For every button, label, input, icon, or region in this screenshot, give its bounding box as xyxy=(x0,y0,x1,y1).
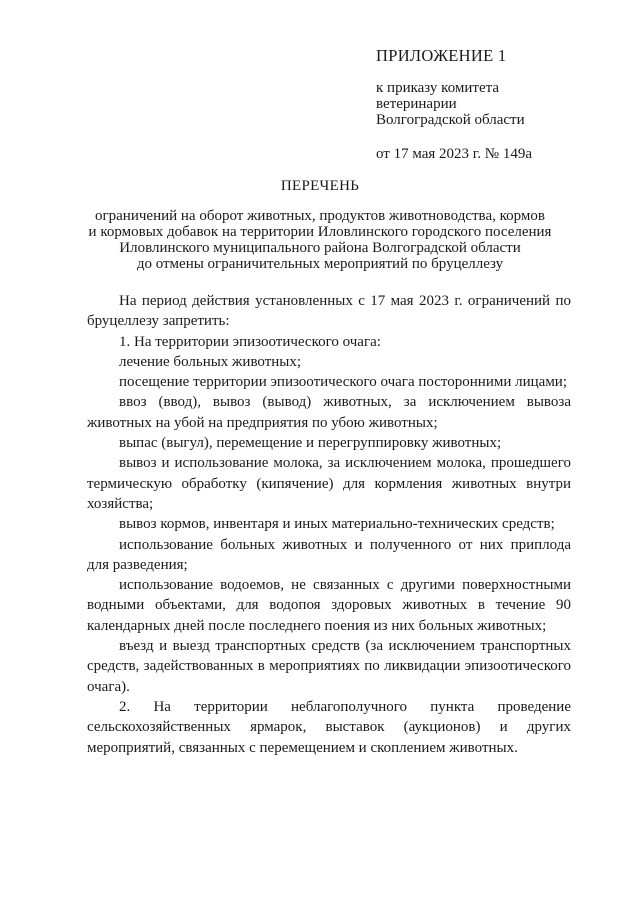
document-body xyxy=(87,291,571,758)
subtitle-line: Иловлинского муниципального района Волгоградской области xyxy=(119,240,521,256)
restriction-item: выпас (выгул), перемещение и перегруппировку животных; xyxy=(119,435,502,452)
appendix-title: ПРИЛОЖЕНИЕ 1 xyxy=(376,46,507,65)
restriction-item: лечение больных животных; xyxy=(119,353,302,370)
order-date-number: от 17 мая 2023 г. № 149а xyxy=(376,146,532,162)
appendix-line: Волгоградской области xyxy=(376,112,525,128)
appendix-line: к приказу комитета xyxy=(376,80,500,96)
subtitle-line: до отмены ограничительных мероприятий по бруцеллезу xyxy=(136,256,504,272)
restriction-item: ввоз (ввод), вывоз (вывод) животных, за исключением вывоза животных на убой на предприятия по убою животных; xyxy=(87,394,571,431)
restriction-item: использование водоемов, не связанных с другими поверхностными водными объектами, для водопоя здоровых животных в течение 90 календарных дней после последнего поения из них больных животных; xyxy=(87,577,571,634)
appendix-line: ветеринарии xyxy=(376,96,457,112)
intro-paragraph: На период действия установленных с 17 мая 2023 г. ограничений по бруцеллезу запретить: xyxy=(87,293,571,330)
appendix-block xyxy=(376,48,606,162)
subtitle-line: ограничений на оборот животных, продуктов животноводства, кормов xyxy=(95,208,545,224)
section-paragraph-2: 2. На территории неблагополучного пункта проведение сельскохозяйственных ярмарок, выставок (аукционов) и других мероприятий, связанных с перемещением и скоплением животных. xyxy=(87,698,571,756)
restriction-item: использование больных животных и полученного от них приплода для разведения; xyxy=(87,536,571,573)
document-subtitle xyxy=(60,208,580,272)
subtitle-line: и кормовых добавок на территории Иловлинского городского поселения xyxy=(88,224,552,240)
document-title: ПЕРЕЧЕНЬ xyxy=(280,178,360,194)
restriction-item: вывоз и использование молока, за исключением молока, прошедшего термическую обработку (кипячение) для кормления животных внутри хозяйства; xyxy=(87,455,571,512)
restriction-item: въезд и выезд транспортных средств (за исключением транспортных средств, задействованных в мероприятиях по ликвидации эпизоотического очага). xyxy=(87,638,571,695)
restriction-item: посещение территории эпизоотического очага посторонними лицами; xyxy=(119,374,568,391)
restriction-item: вывоз кормов, инвентаря и иных материально-технических средств; xyxy=(119,516,555,533)
section-heading-1: 1. На территории эпизоотического очага: xyxy=(119,333,381,350)
